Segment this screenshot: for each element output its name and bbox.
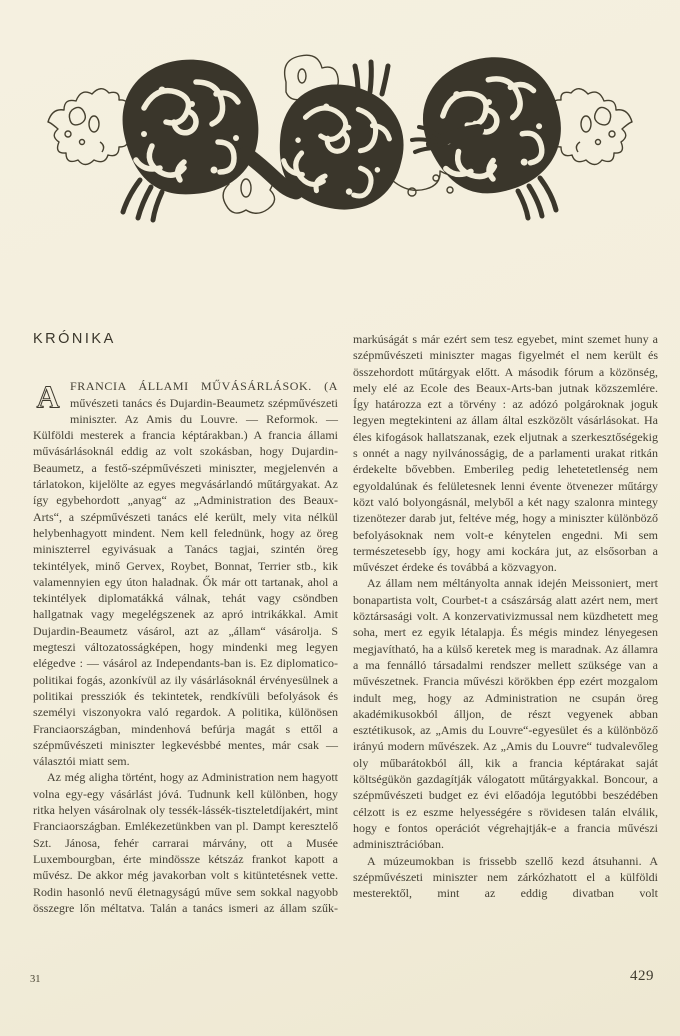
drop-cap-letter: A [36,380,60,415]
right-column [353,331,658,901]
page-number-left: 31 [30,974,41,985]
drop-cap-initial [33,380,63,415]
paragraph-4: A múzeumokban is frissebb szellő kezd átsuhanni. A szépművészeti miniszter nem zárkózhatott el a külföldi mesterektől, mint az eddig divatban volt [353,853,658,901]
text-columns [0,331,680,916]
paragraph-3: Az állam nem méltányolta annak idején Meissoniert, mert bonapartista volt, Courbet-t a császárság alatt azért nem, mert köztársasági volt. A konzervativizmussal nem küzdhetett meg soha, mert ez egyik létalapja. És mégis mindez lényegesen megjavítható, ha a külső keretek meg is maradnak. Az államra a ma fennálló társadalmi rendszer mellett szüksége van a művészetnek. Francia művészi körökben épp ezért mozgalom indult meg, hogy az Administration ne csupán öreg akadémikusokból álljon, de részt vegyenek abban esztétikusok, az „Amis du Louvre“-egyesület és a különböző irányú modern művészek. Az „Amis du Louvre“ tudvalevőleg oly műbarátokból áll, kik a francia képtárakat saját költségükön gazdagítják válogatott műtárgyakkal. Boncour, a szépművészeti budget ez évi előadója legutóbbi beszédében célzott is ez eszme helyességére s rövidesen talán elválik, hogy e fontos operációt végrehajtják-e a francia művészi adminisztrációban. [353,576,658,852]
lead-paragraph [33,378,338,769]
lead-body-text: művészeti tanács és Dujardin-Beaumetz szépművészeti miniszter. Az Amis du Louvre. — Reformok. — Külföldi mesterek a francia képtárakban.) A francia állami művásárlásoknál eddig az volt szokásban, hogy Dujardin-Beaumetz, a festő-szépművészeti miniszter, megjelenvén a tárlatokon, kijelölte az egyes megvásárlandó műtárgyakat. Az így egybehordott „anyag“ az „Administration des Beaux-Arts“, a szépművészeti tanács elé került, mely vita nélkül helybenhagyott mindent. Nem kell felednünk, hogy az öreg miniszterrel egyivásuak a Tanács tagjai, szintén öreg tekintélyek, minő Gervex, Roybet, Bonnat, Terrier stb., kik valamennyien egy úton haladnak. Ők már ott tartanak, ahol a tekintélyek diplomatákká válnak, tehát vagy csöndben hallgatnak vagy megelégszenek az apró intrikákkal. Amit Dujardin-Beaumetz vásárol, azt az „állam“ vásárolja. S megteszi változatosságképen, hogy mindenki meg legyen elégedve : — vásárol az Independants-ban is. Ez diplomatico-politikai fogás, azonkívül az ily vásárlásoknál érvényesülnek a politikai pressziók és tekintetek, rendkívüli befolyások és személyi viszonyokra való regardok. A politika, különösen Franciaországban, mindenhová befúrja magát s ettől a szépművészeti miniszter legkevésbbé mentes, már csak — választói miatt sem. [33,395,338,769]
left-column [33,331,338,916]
paragraph-2-continued: markúságát s már ezért sem tesz egyebet, mint szemet huny a szépművészeti miniszter magas figyelmét el nem került és összehordott műtárgyak előtt. A második fórum a közönség, mely elé az Ecole des Beaux-Arts-ban jutnak közszemlére. Így határozza ezt a törvény : az adózó polgároknak joguk legyen megtekinteni az állam által eszközölt vásárlásokat. Ha éles kifogások hallatszanak, ezek eljutnak a szerkesztőségekig s onnét a nagy nyilvánosságig, de a parlamenti urakat ritkán érdekelte bővebben. Emberileg pedig lehetetetlenség nem egyoldalúnak és felületesnek lenni évente ötvenezer műtárgy közt való bolyongásnál, melyből a két nagy szalonra mintegy tizenötezer darab jut, feltéve még, hogy a miniszter különböző befolyásoknak nem volt-e kénytelen engedni. Mi sem természetesebb így, hogy ami kockára jut, az elsősorban a művészet érdeke és továbbá a közvagyon. [353,332,658,575]
header-ornament [40,42,640,227]
art-nouveau-vignette-graphic [40,42,640,227]
paragraph-2: Az még aligha történt, hogy az Administration nem hagyott volna egy-egy vásárlást jóvá. Tudnunk kell különben, hogy ritka helyen vásárolnak oly tessék-lássék-tiszteletdíjakért, mint Franciaországban. Emlékezetünkben van pl. Dampt keresztelő Szt. Jánosa, fehér carrarai márvány, ott a Musée Luxembourgban, érte mindössze kétszáz frankot kapott a művész. De akkor még javakorban volt s kitüntetésnek vette. Rodin hasonló nevű életnagyságú műve sem sokkal nagyobb összegre lőn méltatva. Talán a tanács ismeri az állam szűk- [33,770,338,915]
chronicle-heading: KRÓNIKA [33,331,116,347]
page-number-right: 429 [630,968,654,984]
lead-title-caps: FRANCIA ÁLLAMI MŰVÁSÁRLÁSOK. (A [70,379,338,394]
